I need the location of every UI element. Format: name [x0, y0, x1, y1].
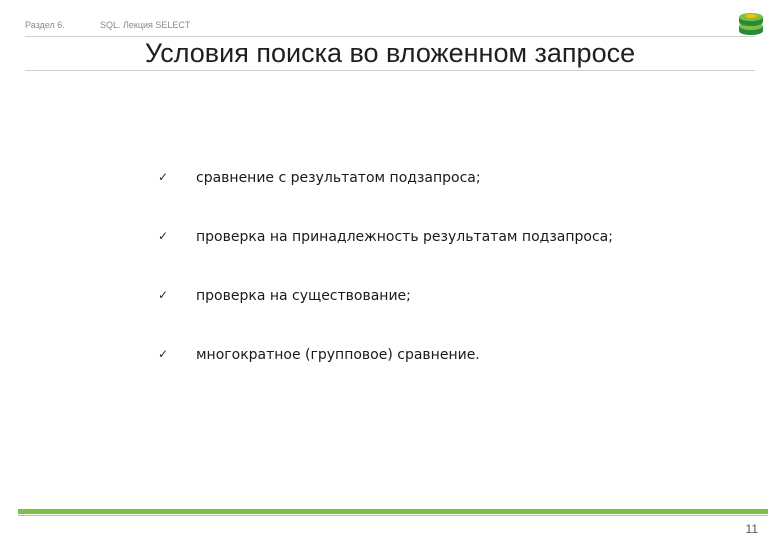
course-label: SQL. Лекция SELECT	[100, 20, 191, 30]
list-item	[158, 168, 718, 227]
list-item	[158, 227, 718, 286]
checkmark-icon: ✓	[158, 288, 169, 302]
page-title: Условия поиска во вложенном запросе	[144, 38, 636, 68]
header-divider	[25, 36, 755, 37]
checkmark-icon: ✓	[158, 347, 169, 361]
list-item-text: проверка на принадлежность результатам подзапроса;	[196, 229, 613, 245]
page-number: 11	[745, 522, 758, 536]
checkmark-icon: ✓	[158, 170, 169, 184]
footer-divider	[18, 515, 768, 516]
title-divider	[25, 70, 755, 71]
bullet-list	[158, 168, 718, 404]
list-item	[158, 345, 718, 404]
database-stack-icon	[737, 10, 765, 36]
footer-accent-bar	[18, 509, 768, 514]
section-label: Раздел 6.	[25, 20, 65, 30]
list-item-text: сравнение с результатом подзапроса;	[196, 170, 481, 186]
list-item	[158, 286, 718, 345]
list-item-text: многократное (групповое) сравнение.	[196, 347, 480, 363]
checkmark-icon: ✓	[158, 229, 169, 243]
list-item-text: проверка на существование;	[196, 288, 411, 304]
